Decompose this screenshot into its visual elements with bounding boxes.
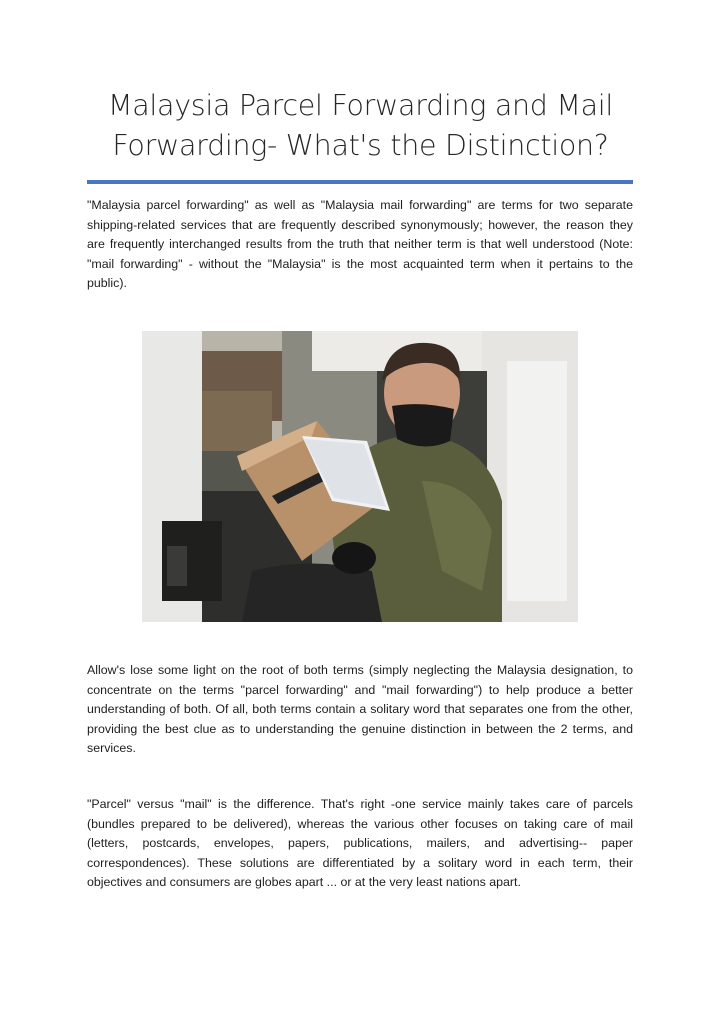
courier-photo	[142, 331, 578, 622]
paragraph-terms: Allow's lose some light on the root of both terms (simply neglecting the Malaysia designation, to concentrate on the terms "parcel forwarding" and "mail forwarding") to help produce a better understanding of both. Of all, both terms contain a solitary word that separates one from the other, providing the best clue as to understanding the genuine distinction in between the 2 terms, and services.	[87, 663, 633, 756]
title-divider	[87, 180, 633, 184]
paragraph-difference: "Parcel" versus "mail" is the difference. That's right -one service mainly takes care of parcels (bundles prepared to be delivered), whereas the various other focuses on taking care of mail (letters, postcards, envelopes, papers, publications, mailers, and advertising-- paper correspondences). These solutions are differentiated by a solitary word in each term, their objectives and consumers are globes apart ... or at the very least nations apart.	[87, 797, 633, 890]
paragraph-intro: "Malaysia parcel forwarding" as well as "Malaysia mail forwarding" are terms for two separate shipping-related services that are frequently described synonymously; however, the reason they are frequently interchanged results from the truth that neither term is that well understood (Note: "mail forwarding" - without the "Malaysia" is the most acquainted term when it pertains to the public).	[87, 198, 633, 291]
page-title: Malaysia Parcel Forwarding and Mail Forwarding- What's the Distinction?	[107, 89, 614, 162]
